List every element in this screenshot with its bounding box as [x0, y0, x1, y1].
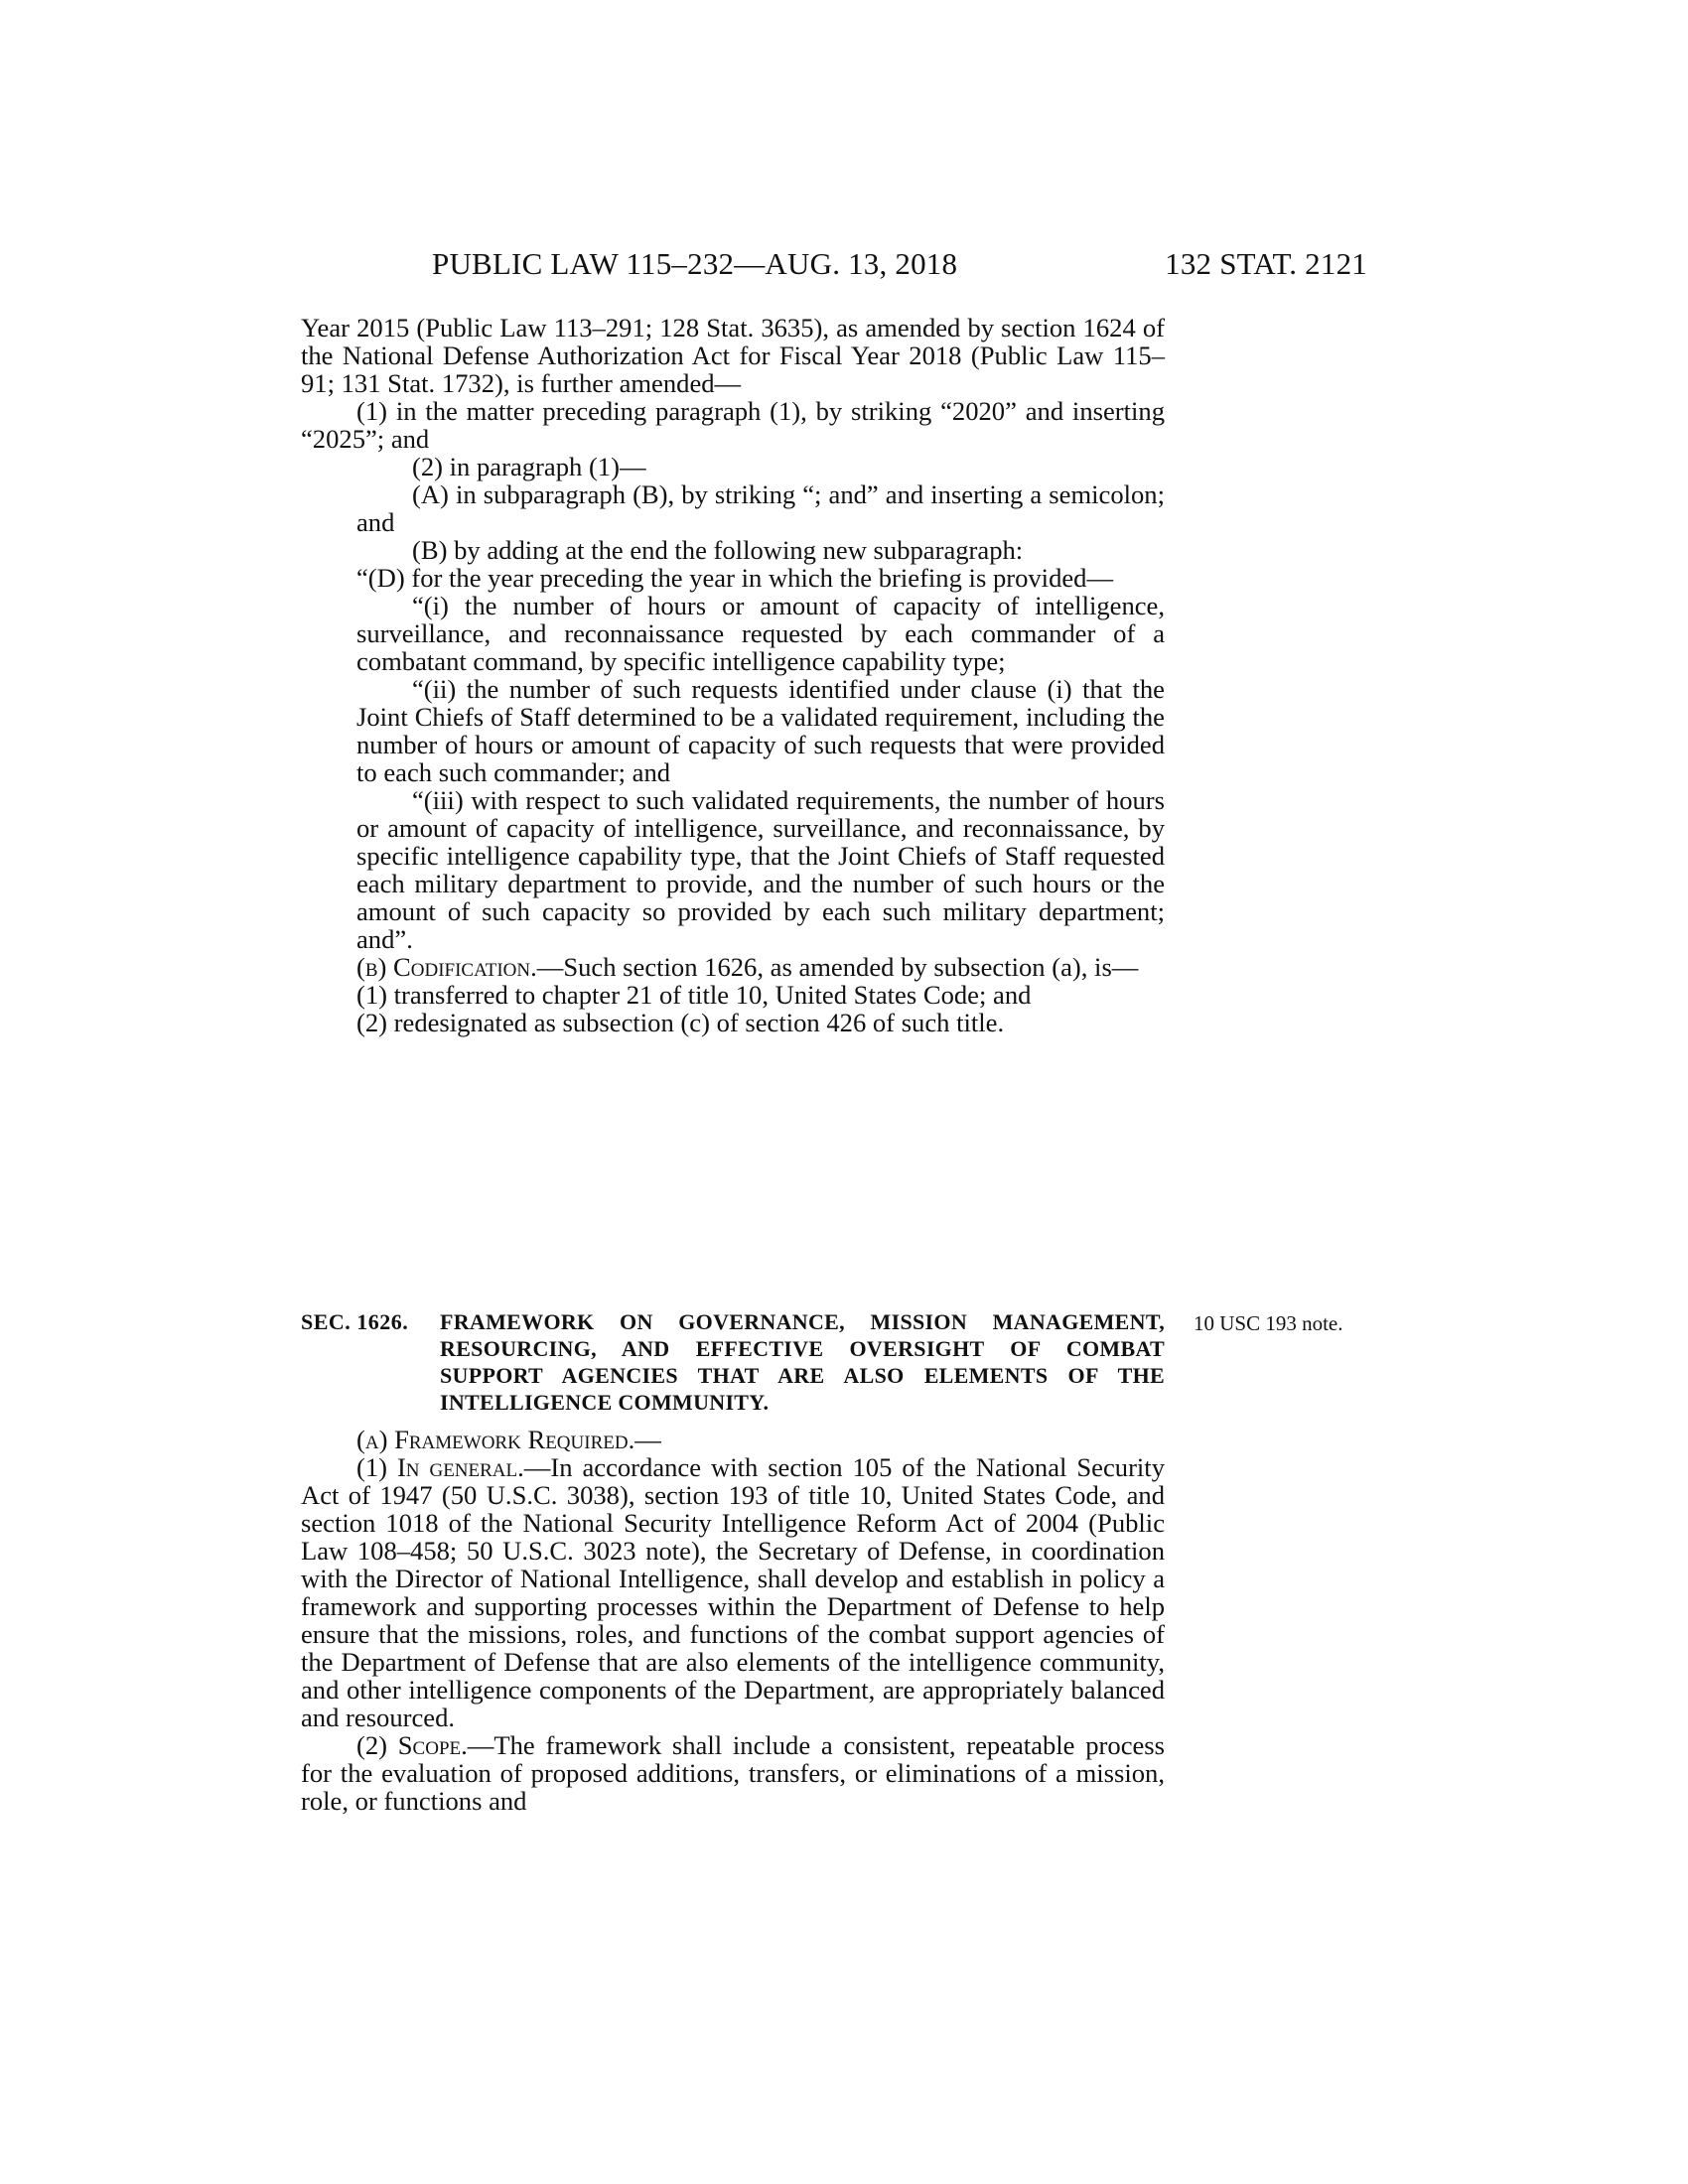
framework-dash: —: [634, 1425, 661, 1454]
scope-label: (2) Scope.: [356, 1730, 468, 1760]
codification-label: (b) Codification.: [356, 952, 537, 982]
general-paragraph: [301, 1453, 1165, 1731]
page-header: [432, 246, 1367, 286]
body-text-bottom: [301, 1426, 1165, 1815]
paragraph: “(i) the number of hours or amount of capacity of intelligence, surveillance, and reconnaissance requested by each commander of a combatant command, by specific intelligence capability type;: [356, 591, 1165, 676]
scope-paragraph: [301, 1731, 1165, 1815]
general-text: —In accordance with section 105 of the National Security Act of 1947 (50 U.S.C. 3038), section 193 of title 10, United States Code, and section 1018 of the National Security Intelligence Reform Act of 2004 (Public Law 108–458; 50 U.S.C. 3023 note), the Secretary of Defense, in coordination with the Director of National Intelligence, shall develop and establish in policy a framework and supporting processes within the Department of Defense to help ensure that the missions, roles, and functions of the combat support agencies of the Department of Defense that are also elements of the intelligence community, and other intelligence components of the Department, are appropriately balanced and resourced.: [301, 1452, 1165, 1732]
scope-text: —The framework shall include a consistent, repeatable process for the evaluation of proposed additions, transfers, or eliminations of a mission, role, or functions and: [301, 1730, 1165, 1816]
margin-note: 10 USC 193 note.: [1194, 1311, 1343, 1335]
paragraph: “(iii) with respect to such validated requirements, the number of hours or amount of capacity of intelligence, surveillance, and reconnaissance, by specific intelligence capability type, that the Joint Chiefs of Staff requested each military department to provide, and the number of such hours or the amount of such capacity so provided by each such military department; and”.: [356, 785, 1165, 954]
body-text-top: [301, 314, 1165, 1036]
paragraph: “(ii) the number of such requests identified under clause (i) that the Joint Chiefs of Staff determined to be a validated requirement, including the number of hours or amount of capacity of such requests that were provided to each such commander; and: [356, 674, 1165, 787]
section-heading: FRAMEWORK ON GOVERNANCE, MISSION MANAGEMENT, RESOURCING, AND EFFECTIVE OVERSIGHT OF COMBAT SUPPORT AGENCIES THAT ARE ALSO ELEMENTS OF THE INTELLIGENCE COMMUNITY.: [440, 1309, 1165, 1415]
statute-page-number: 132 STAT. 2121: [1165, 246, 1367, 281]
running-title: PUBLIC LAW 115–232—AUG. 13, 2018: [432, 246, 958, 281]
paragraph: Year 2015 (Public Law 113–291; 128 Stat. 3635), as amended by section 1624 of the National Defense Authorization Act for Fiscal Year 2018 (Public Law 115–91; 131 Stat. 1732), is further amended—: [301, 313, 1165, 398]
general-label: (1) In general.: [356, 1452, 524, 1482]
paragraph: “(D) for the year preceding the year in which the briefing is provided—: [356, 563, 1114, 593]
paragraph: (2) in paragraph (1)—: [412, 452, 646, 481]
paragraph: (A) in subparagraph (B), by striking “; and” and inserting a semicolon; and: [356, 479, 1165, 537]
framework-label: (a) Framework Required.: [356, 1425, 635, 1454]
codification-text: —Such section 1626, as amended by subsection (a), is—: [536, 952, 1139, 982]
paragraph: (2) redesignated as subsection (c) of section 426 of such title.: [356, 1008, 1005, 1037]
framework-paragraph: [301, 1426, 1165, 1453]
paragraph: (B) by adding at the end the following new subparagraph:: [412, 535, 1024, 565]
section-number: SEC. 1626.: [301, 1309, 409, 1334]
paragraph: (1) in the matter preceding paragraph (1), by striking “2020” and inserting “2025”; and: [301, 396, 1165, 454]
paragraph: (1) transferred to chapter 21 of title 10, United States Code; and: [356, 980, 1032, 1010]
codification-paragraph: [301, 953, 1165, 981]
section-heading-block: [301, 1308, 1165, 1416]
